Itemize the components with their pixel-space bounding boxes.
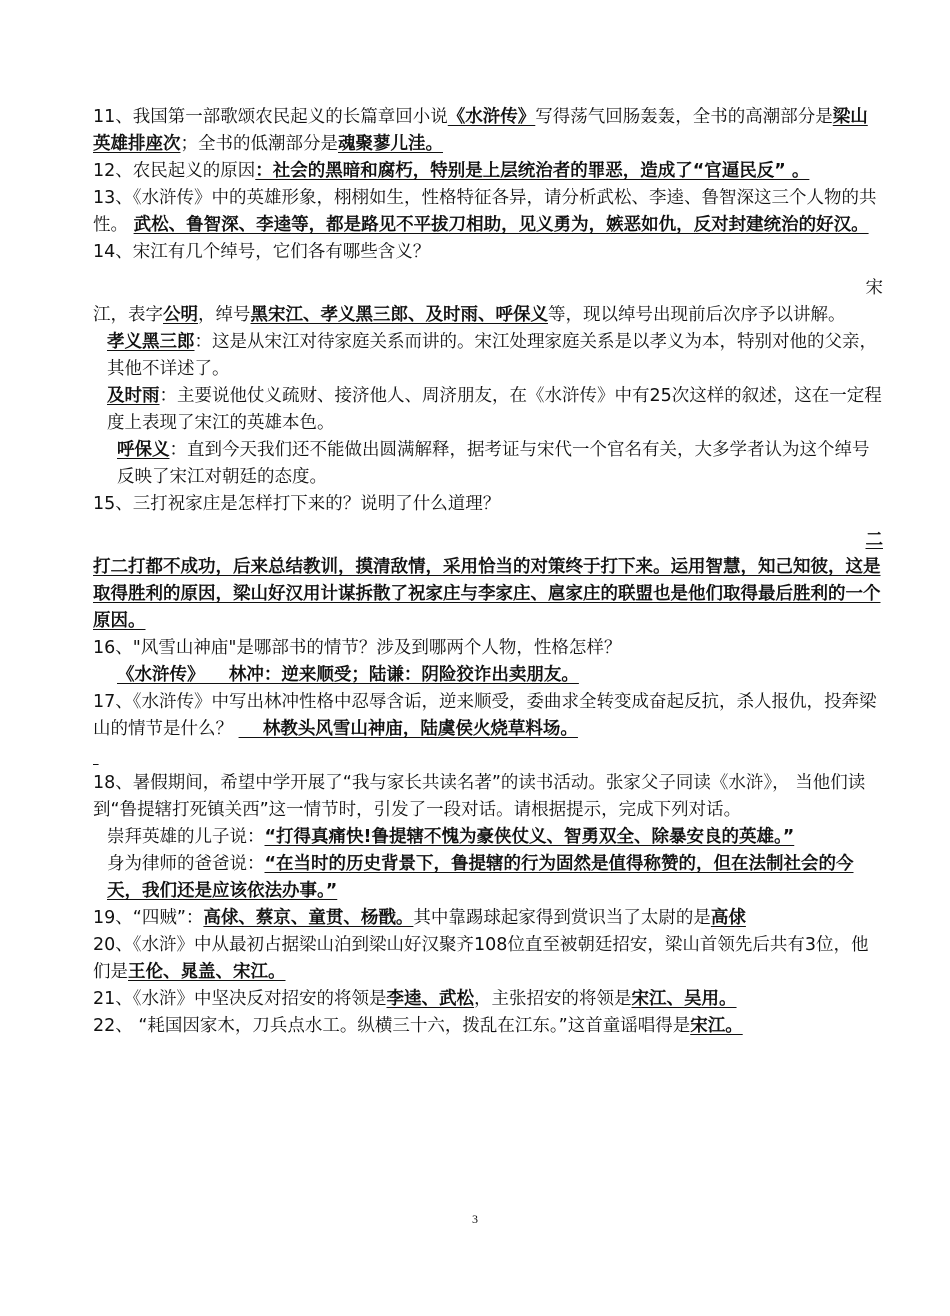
q21-text: 21、《水浒》中坚决反对招安的将领是 — [93, 989, 387, 1009]
q14-section-2 — [93, 383, 883, 437]
q14-fragment: 宋 — [865, 278, 883, 298]
q14-section-3-title: 呼保义 — [117, 440, 170, 460]
q18-dad — [93, 851, 883, 905]
q14-courtesy-name: 公明 — [163, 305, 198, 325]
q16-answer-para — [93, 662, 883, 689]
q15-answer-para — [93, 554, 883, 635]
q19-text: 19、“四贼”： — [93, 908, 204, 928]
question-19 — [93, 905, 883, 932]
document-body — [93, 104, 883, 1040]
q17-text: 17、《水浒传》中写出林冲性格中忍辱含诟，逆来顺受，委曲求全转变成奋起反抗，杀人报仇，投奔梁山的情节是什么？ — [93, 692, 877, 739]
question-22 — [93, 1013, 883, 1040]
q15-fragment — [93, 527, 883, 554]
q14-section-1 — [93, 329, 883, 383]
q14-section-2-title: 及时雨 — [107, 386, 160, 406]
q22-answer: 宋江。 — [690, 1016, 743, 1036]
question-20 — [93, 932, 883, 986]
q13-text: 13、《水浒传》中的英雄形象，栩栩如生，性格特征各异，请分析武松、李逵、鲁智深这三个人物的共性。 — [93, 188, 877, 235]
q12-text: 12、农民起义的原因 — [93, 161, 256, 181]
q18-son — [93, 824, 883, 851]
question-15: 15、三打祝家庄是怎样打下来的？说明了什么道理？ — [93, 494, 501, 514]
question-13 — [93, 185, 883, 239]
q15-fragment-text: 二 — [865, 530, 883, 550]
q17-tail-mark — [93, 746, 99, 766]
q14-section-1-text: ：这是从宋江对待家庭关系而讲的。宋江处理家庭关系是以孝义为本，特别对他的父亲，其他不详述了。 — [107, 332, 877, 379]
page-number: 3 — [472, 1212, 478, 1226]
q21-answer-support: 宋江、吴用。 — [631, 989, 737, 1009]
q22-text: 22、 “耗国因家木，刀兵点水工。纵横三十六，拨乱在江东。”这首童谣唱得是 — [93, 1016, 691, 1036]
q14-section-1-title: 孝义黑三郎 — [107, 332, 195, 352]
q17-answer: 林教头风雪山神庙，陆虞侯火烧草料场。 — [238, 719, 578, 739]
q19-answer-four-villains: 高俅、蔡京、童贯、杨戬。 — [203, 908, 414, 928]
q11-answer-book: 《水浒传》 — [447, 107, 536, 127]
question-12 — [93, 158, 883, 185]
q11-answer-low: 魂聚蓼儿洼。 — [338, 134, 443, 154]
question-21 — [93, 986, 883, 1013]
question-16: 16、"风雪山神庙"是哪部书的情节？涉及到哪两个人物，性格怎样？ — [93, 638, 622, 658]
q13-answer: 武松、鲁智深、李逵等，都是路见不平拔刀相助，见义勇为，嫉恶如仇，反对封建统治的好汉。 — [133, 215, 869, 235]
q14-text: 江，表字 — [93, 305, 163, 325]
q14-intro — [93, 302, 883, 329]
q12-answer: ：社会的黑暗和腐朽，特别是上层统治者的罪恶，造成了“官逼民反” 。 — [255, 161, 810, 181]
q19-answer-gaoqiu: 高俅 — [710, 908, 746, 928]
q18-dad-answer: “在当时的历史背景下，鲁提辖的行为固然是值得称赞的，但在法制社会的今天，我们还是应该依法办事。” — [107, 854, 854, 901]
q15-answer: 打二打都不成功，后来总结教训，摸清敌情，采用恰当的对策终于打下来。运用智慧，知己知彼，这是取得胜利的原因，梁山好汉用计谋拆散了祝家庄与李家庄、扈家庄的联盟也是他们取得最后胜利的一个原因。 — [93, 557, 881, 631]
q16-answer: 《水浒传》 林冲：逆来顺受；陆谦：阴险狡诈出卖朋友。 — [117, 665, 579, 685]
q14-section-2-text: ：主要说他仗义疏财、接济他人、周济朋友，在《水浒传》中有25次这样的叙述，这在一定程度上表现了宋江的英雄本色。 — [107, 386, 882, 433]
q14-section-3-text: ：直到今天我们还不能做出圆满解释，据考证与宋代一个官名有关，大多学者认为这个绰号反映了宋江对朝廷的态度。 — [117, 440, 870, 487]
q19-text: 其中靠踢球起家得到赏识当了太尉的是 — [413, 908, 711, 928]
question-17 — [93, 689, 883, 743]
q20-answer: 王伦、晁盖、宋江。 — [128, 962, 286, 982]
question-11 — [93, 104, 883, 158]
question-18: 18、暑假期间，希望中学开展了“我与家长共读名著”的读书活动。张家父子同读《水浒》， 当他们读到“鲁提辖打死镇关西”这一情节时，引发了一段对话。请根据提示，完成下列对话。 — [93, 773, 866, 820]
q14-section-3 — [93, 437, 883, 491]
q11-text: 写得荡气回肠轰轰，全书的高潮部分是 — [535, 107, 833, 127]
q14-text: ，绰号 — [198, 305, 251, 325]
q21-text: ，主张招安的将领是 — [474, 989, 632, 1009]
q14-nicknames: 黑宋江、孝义黑三郎、及时雨、呼保义 — [250, 305, 548, 325]
q18-son-answer: “打得真痛快!鲁提辖不愧为豪侠仗义、智勇双全、除暴安良的英雄。” — [264, 827, 795, 847]
q11-text: ；全书的低潮部分是 — [180, 134, 338, 154]
q14-text: 等，现以绰号出现前后次序予以讲解。 — [548, 305, 846, 325]
q20-text: 20、《水浒》中从最初占据梁山泊到梁山好汉聚齐108位直至被朝廷招安，梁山首领先后共有3位，他们是 — [93, 935, 869, 982]
q11-answer-climax: 梁山英雄排座次 — [93, 107, 868, 154]
question-14: 14、宋江有几个绰号，它们各有哪些含义？ — [93, 242, 431, 262]
q18-dad-label: 身为律师的爸爸说： — [107, 854, 265, 874]
q11-text: 11、我国第一部歌颂农民起义的长篇章回小说 — [93, 107, 448, 127]
q17-tail — [93, 743, 883, 770]
q21-answer-oppose: 李逵、武松 — [386, 989, 475, 1009]
q18-son-label: 崇拜英雄的儿子说： — [107, 827, 265, 847]
